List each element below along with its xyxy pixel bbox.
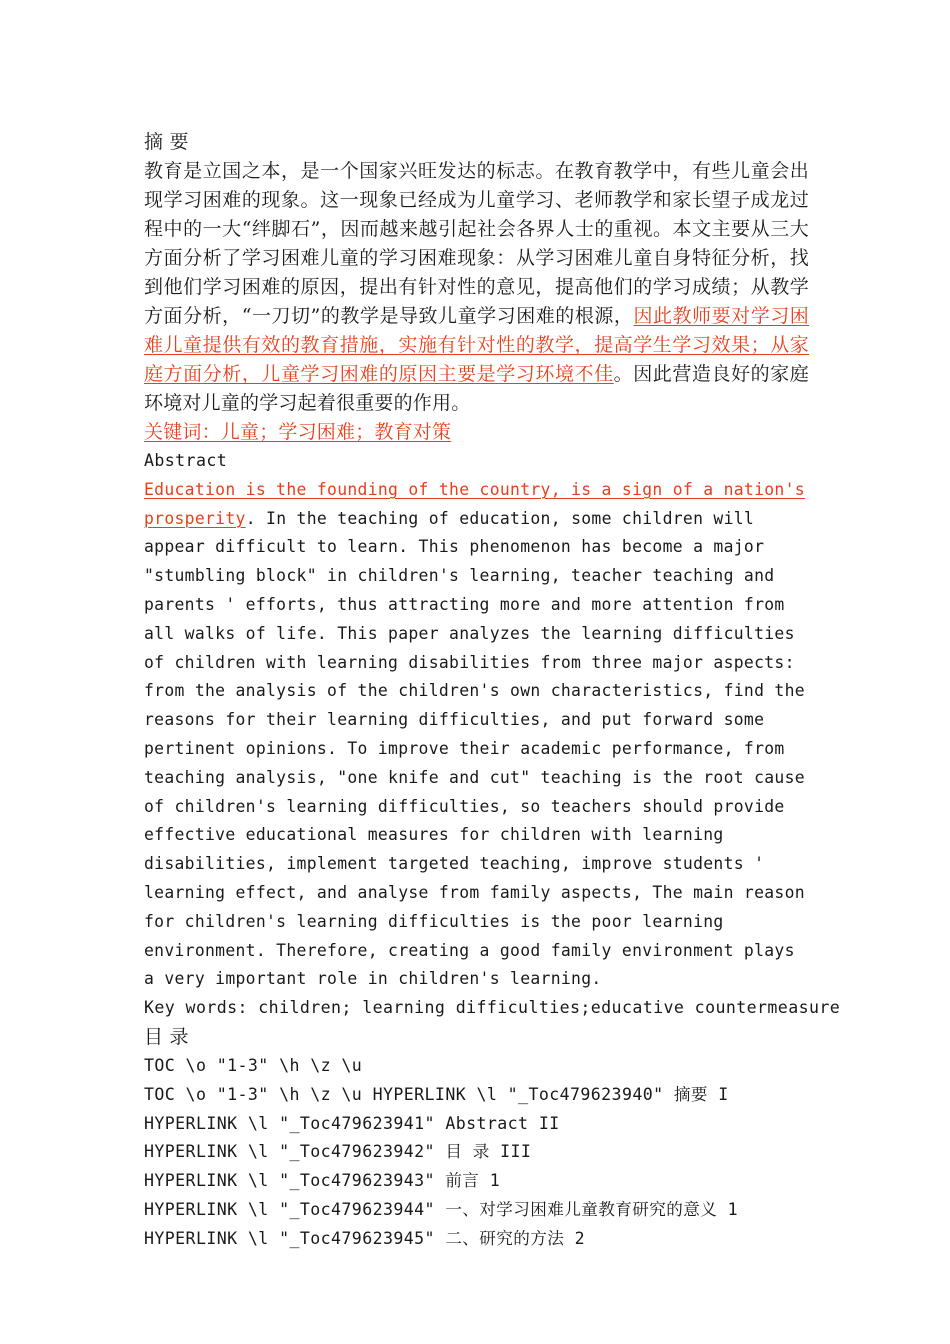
toc-line[interactable]: HYPERLINK \l "_Toc479623941" Abstract II (144, 1113, 560, 1133)
abstract-en-highlight: Education is the founding of the country, is a sign of a nation's prosperity (144, 479, 805, 528)
toc-line[interactable]: HYPERLINK \l "_Toc479623945" 二、研究的方法 2 (144, 1228, 586, 1248)
abstract-cn-paragraph (144, 157, 809, 418)
document-body (144, 128, 841, 1254)
keywords-cn-text: 关键词：儿童；学习困难；教育对策 (144, 421, 452, 443)
toc-heading: 目 录 (144, 1025, 189, 1048)
toc-line[interactable]: HYPERLINK \l "_Toc479623944" 一、对学习困难儿童教育研究的意义 1 (144, 1199, 738, 1219)
abstract-en-heading: Abstract (144, 451, 228, 470)
abstract-cn-heading: 摘 要 (144, 131, 189, 153)
abstract-en-paragraph (144, 476, 809, 994)
abstract-cn-text-2: 。因此营造良好的家庭环境对儿童的学习起着很重要的作用。 (144, 363, 809, 414)
abstract-cn-highlight: 因此教师要对学习困难儿童提供有效的教育措施，实施有针对性的教学，提高学生学习效果；从家庭方面分析，儿童学习困难的原因主要是学习环境不佳 (144, 305, 809, 385)
toc-line[interactable]: HYPERLINK \l "_Toc479623943" 前言 1 (144, 1171, 501, 1191)
abstract-en-text: . In the teaching of education, some children will appear difficult to learn. This phenomenon has become a major "stumbling block" in children's learning, teacher teaching and parents ' efforts, thus attracting more and more attention from all walks of life. This paper analyzes the learning difficulties of children with learning disabilities from three major aspects: from the analysis of the children's own characteristics, find the reasons for their learning difficulties, and put forward some pertinent opinions. To improve their academic performance, from teaching analysis, "one knife and cut" teaching is the root cause of children's learning difficulties, so teachers should provide effective educational measures for children with learning disabilities, implement targeted teaching, improve students ' learning effect, and analyse from family aspects, The main reason for children's learning difficulties is the poor learning environment. Therefore, creating a good family environment plays a very important role in children's learning. (144, 508, 805, 989)
keywords-en: Key words: children; learning difficulties;educative countermeasure (144, 998, 841, 1018)
abstract-cn-text-1: 教育是立国之本，是一个国家兴旺发达的标志。在教育教学中，有些儿童会出现学习困难的现象。这一现象已经成为儿童学习、老师教学和家长望子成龙过程中的一大“绊脚石”，因而越来越引起社会各界人士的重视。本文主要从三大方面分析了学习困难儿童的学习困难现象：从学习困难儿童自身特征分析，找到他们学习困难的原因，提出有针对性的意见，提高他们的学习成绩；从教学方面分析，“一刀切”的教学是导致儿童学习困难的根源， (144, 160, 809, 327)
toc-line: TOC \o "1-3" \h \z \u (144, 1055, 363, 1075)
toc-line[interactable]: HYPERLINK \l "_Toc479623942" 目 录 III (144, 1142, 532, 1162)
toc-line[interactable]: TOC \o "1-3" \h \z \u HYPERLINK \l "_Toc479623940" 摘要 I (144, 1084, 729, 1104)
keywords-cn (144, 418, 809, 447)
